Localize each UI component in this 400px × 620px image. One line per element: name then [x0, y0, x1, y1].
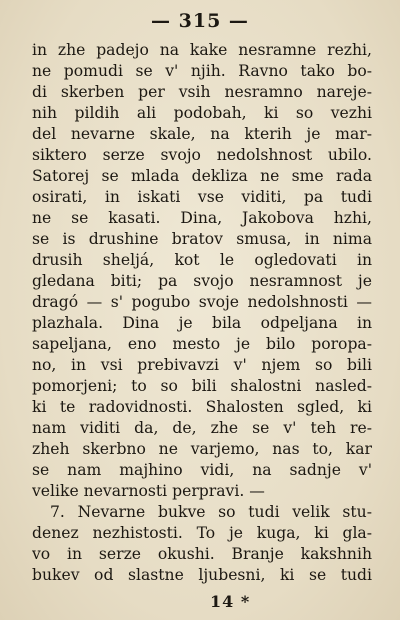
text-line: di skerben per vsih nesramno nareje- — [32, 83, 372, 101]
page-body-text — [32, 40, 372, 586]
page-number-header: — 315 — — [151, 10, 249, 32]
text-line: sapeljana, eno mesto je bilo poropa- — [32, 335, 372, 353]
signature-mark: 14 * — [210, 592, 251, 611]
text-line: in zhe padejo na kake nesramne rezhi, — [32, 41, 372, 59]
text-line: gledana biti; pa svojo nesramnost je — [32, 272, 372, 290]
text-line: no, in vsi prebivavzi v' njem so bili — [32, 356, 372, 374]
text-line: se nam majhino vidi, na sadnje v' — [32, 461, 372, 479]
text-line: denez nezhistosti. To je kuga, ki gla- — [32, 524, 372, 542]
text-line: nih pildih ali podobah, ki so vezhi — [32, 104, 372, 122]
text-line: dragó — s' pogubo svoje nedolshnosti — — [32, 293, 372, 311]
text-line: osirati, in iskati vse viditi, pa tudi — [32, 188, 372, 206]
text-line: zheh skerbno ne varjemo, nas to, kar — [32, 440, 372, 458]
text-line-paragraph-end: velike nevarnosti perpravi. — — [32, 482, 265, 500]
text-line: ne pomudi se v' njih. Ravno tako bo- — [32, 62, 372, 80]
text-line: vo in serze okushi. Branje kakshnih — [32, 545, 372, 563]
text-line: del nevarne skale, na kterih je mar- — [32, 125, 372, 143]
text-line: pomorjeni; to so bili shalostni nasled- — [32, 377, 372, 395]
text-line: se is drushine bratov smusa, in nima — [32, 230, 372, 248]
text-line: plazhala. Dina je bila odpeljana in — [32, 314, 372, 332]
text-line: drusih sheljá, kot le ogledovati in — [32, 251, 372, 269]
text-line: ne se kasati. Dina, Jakobova hzhi, — [32, 209, 372, 227]
text-line: siktero serze svojo nedolshnost ubilo. — [32, 146, 372, 164]
text-line: nam viditi da, de, zhe se v' teh re- — [32, 419, 372, 437]
text-line: bukev od slastne ljubesni, ki se tudi — [32, 566, 372, 584]
text-line: Satorej se mlada dekliza ne sme rada — [32, 167, 372, 185]
text-line: ki te radovidnosti. Shalosten sgled, ki — [32, 398, 372, 416]
text-line-paragraph-start: 7. Nevarne bukve so tudi velik stu- — [50, 503, 372, 521]
